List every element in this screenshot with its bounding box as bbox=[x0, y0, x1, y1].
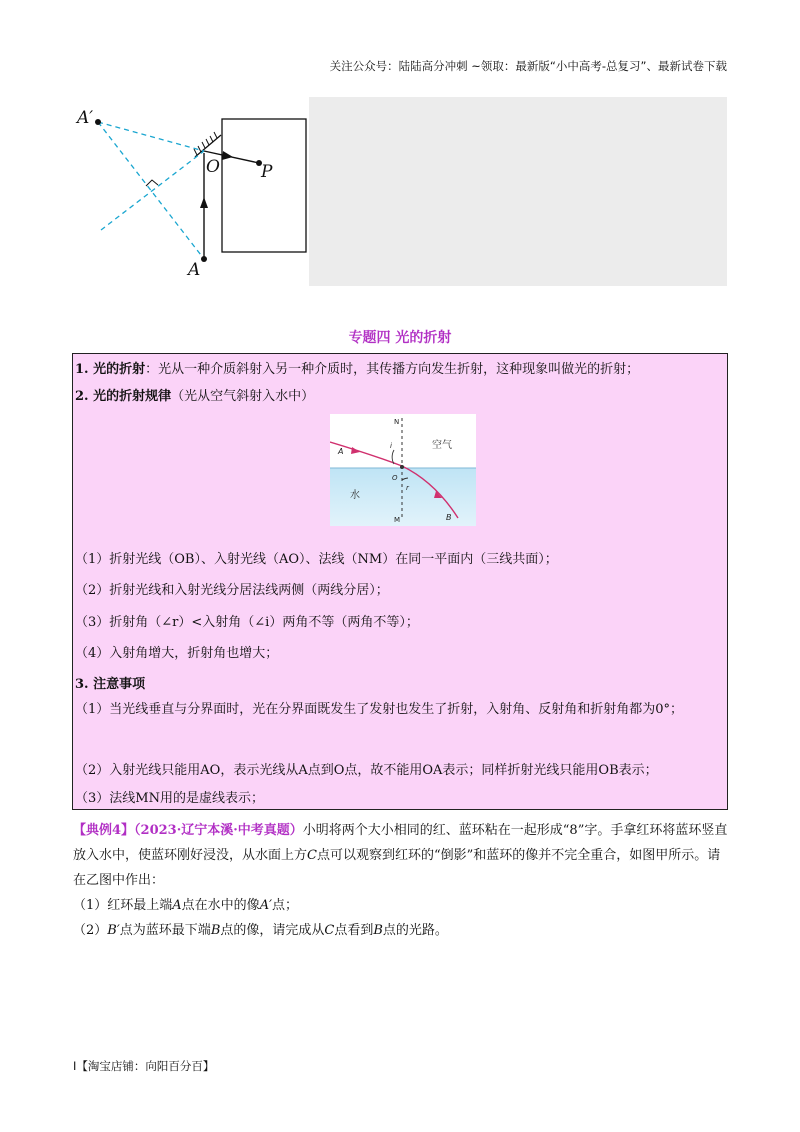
q2-e: 点的光路。 bbox=[382, 923, 448, 938]
diag-i: i bbox=[390, 442, 392, 450]
q1-var2: A′ bbox=[259, 898, 273, 913]
diag-n: N bbox=[394, 418, 400, 426]
diag-b: B bbox=[446, 513, 452, 522]
label-a-prime: A′ bbox=[77, 108, 94, 128]
q2-var2: B bbox=[210, 923, 221, 938]
q2-var4: B bbox=[373, 923, 383, 938]
reflection-figure bbox=[73, 97, 727, 286]
knowledge-box bbox=[72, 353, 728, 810]
q1-var: A bbox=[172, 898, 182, 913]
example-intro bbox=[73, 818, 729, 893]
item1-label: 1. 光的折射 bbox=[75, 362, 146, 377]
footer-note: I【淘宝店铺：向阳百分百】 bbox=[73, 1059, 215, 1073]
rule-4: （4）入射角增大，折射角也增大； bbox=[75, 646, 279, 661]
section-title: 专题四 光的折射 bbox=[348, 330, 452, 346]
example-q2 bbox=[73, 918, 729, 943]
q2-d: 点看到 bbox=[334, 923, 374, 938]
label-o: O bbox=[206, 157, 220, 177]
diag-water: 水 bbox=[350, 490, 360, 501]
item1-text: ：光从一种介质斜射入另一种介质时，其传播方向发生折射，这种现象叫做光的折射； bbox=[145, 362, 640, 377]
example-q1 bbox=[73, 893, 729, 918]
label-p: P bbox=[261, 162, 273, 182]
q2-c: 点的像，请完成从 bbox=[220, 923, 325, 938]
item2-label: 2. 光的折射规律 bbox=[75, 389, 172, 404]
rule-3: （3）折射角（∠r）<入射角（∠i）两角不等（两角不等）； bbox=[75, 615, 419, 630]
note-3: （3）法线MN用的是虚线表示； bbox=[75, 791, 264, 806]
rule-1: （1）折射光线（OB）、入射光线（AO）、法线（NM）在同一平面内（三线共面）； bbox=[75, 552, 558, 567]
rule-2: （2）折射光线和入射光线分居法线两侧（两线分居）； bbox=[75, 583, 389, 598]
item3-label: 3. 注意事项 bbox=[75, 677, 146, 692]
example-intro-b: 点可以观察到红环的“倒影”和蓝环的像并不完全重合，如图甲所示。请在乙图中作出： bbox=[73, 848, 721, 888]
diag-r: r bbox=[406, 484, 409, 492]
diag-air: 空气 bbox=[432, 440, 452, 451]
q2-var: B′ bbox=[107, 923, 120, 938]
q1-c: 点； bbox=[272, 898, 299, 913]
note-1: （1）当光线垂直与分界面时，光在分界面既发生了发射也发生了折射，入射角、反射角和折射角都为0°； bbox=[75, 702, 684, 717]
example-tag: 【典例4】（2023·辽宁本溪·中考真题） bbox=[73, 823, 303, 838]
example-intro-a: 小明将两个大小相同的红、蓝环粘在一起形成“8”字。手拿红环将蓝环竖直放入水中，使蓝环刚好浸没，从水面上方 bbox=[73, 823, 728, 863]
q1-b: 点在水中的像 bbox=[181, 898, 260, 913]
diag-m: M bbox=[394, 516, 401, 524]
diag-o: O bbox=[392, 474, 398, 482]
item2 bbox=[75, 390, 314, 403]
note-2: （2）入射光线只能用AO，表示光线从A点到O点，故不能用OA表示；同样折射光线只能用OB表示； bbox=[75, 763, 658, 778]
item2-text: （光从空气斜射入水中） bbox=[171, 389, 315, 404]
example-var-c: C bbox=[307, 848, 317, 863]
q2-var3: C bbox=[324, 923, 335, 938]
q2-a: （2） bbox=[73, 923, 108, 938]
refraction-diagram bbox=[330, 414, 476, 526]
header-note: 关注公众号：陆陆高分冲刺 ~领取：最新版“小中高考-总复习”、最新试卷下载 bbox=[329, 59, 727, 73]
example-4 bbox=[73, 818, 729, 943]
reflection-diagram bbox=[73, 97, 313, 286]
label-a: A bbox=[188, 260, 201, 280]
diag-a: A bbox=[338, 447, 344, 456]
q1-a: （1）红环最上端 bbox=[73, 898, 173, 913]
item1 bbox=[75, 363, 639, 376]
q2-b: 点为蓝环最下端 bbox=[119, 923, 211, 938]
